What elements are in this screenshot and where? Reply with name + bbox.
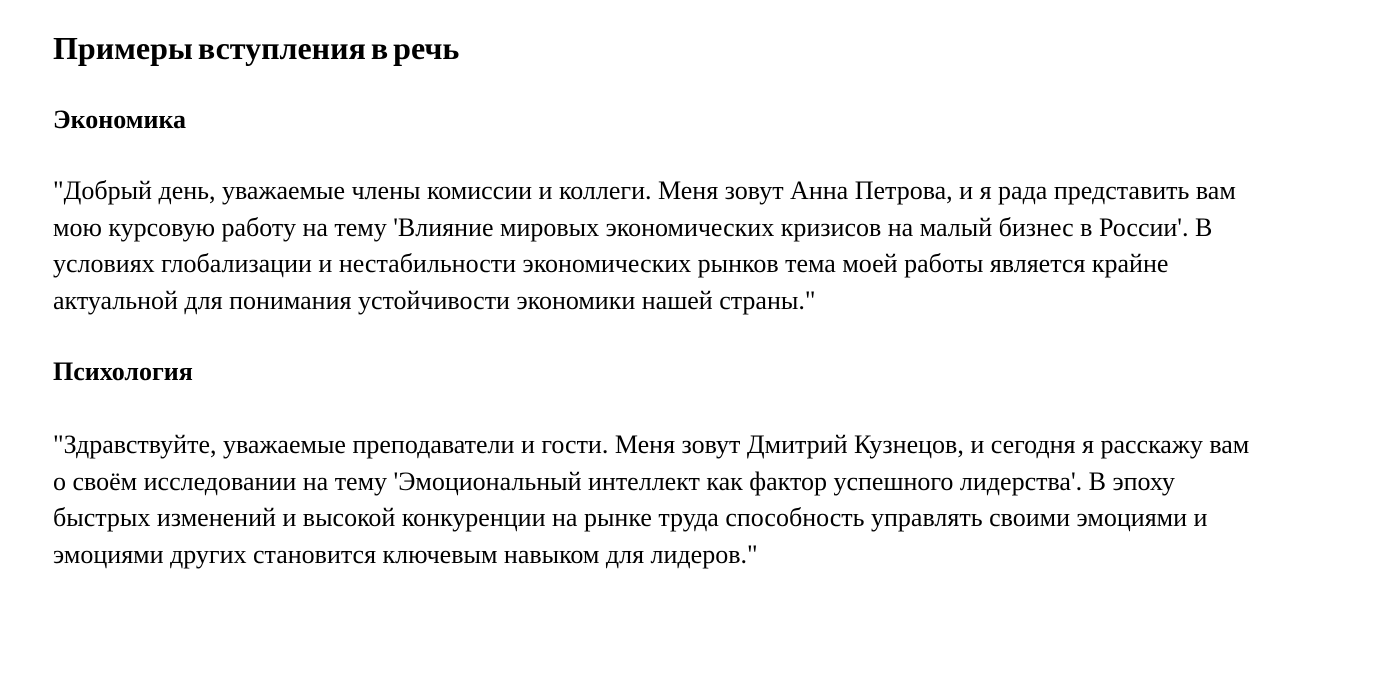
section-text-psychology: "Здравствуйте, уважаемые преподаватели и гости. Меня зовут Дмитрий Кузнецов, и сегодня я расскажу вам о своём исследовании на тему 'Эмоциональный интеллект как фактор успешного лидерства'. В эпоху быстрых изменений и высокой конкуренции на рынке труда способность управлять своими эмоциями и эмоциями других становится ключевым навыком для лидеров." [53,430,1250,569]
section-text-economics: "Добрый день, уважаемые члены комиссии и коллеги. Меня зовут Анна Петрова, и я рада представить вам мою курсовую работу на тему 'Влияние мировых экономических кризисов на малый бизнес в России'. В условиях глобализации и нестабильности экономических рынков тема моей работы является крайне актуальной для понимания устойчивости экономики нашей страны." [53,176,1236,315]
section-heading-economics: Экономика [53,105,187,134]
section-heading-psychology: Психология [53,357,193,386]
page-title: Примеры вступления в речь [53,30,460,66]
